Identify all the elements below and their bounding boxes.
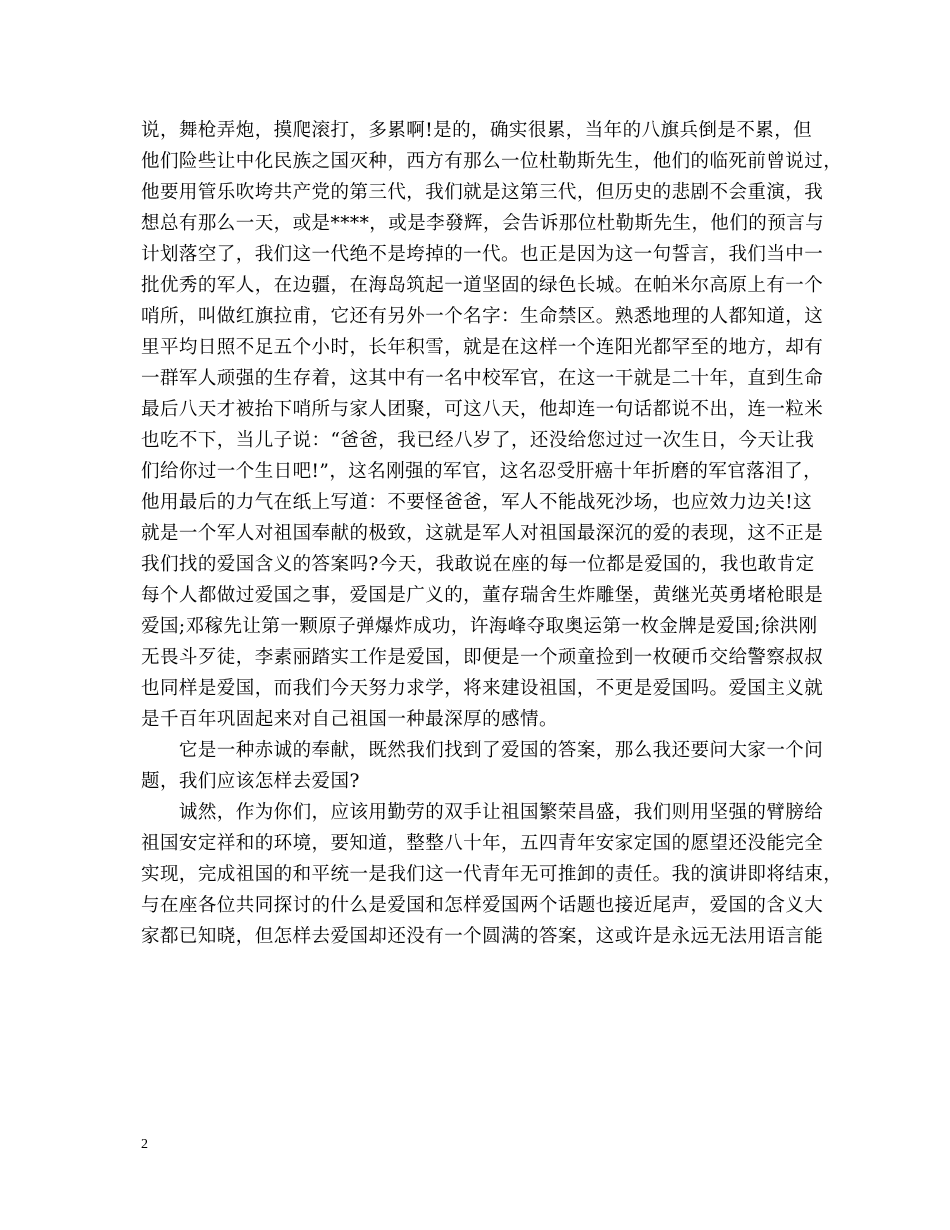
text-line: 它是一种赤诚的奉献，既然我们找到了爱国的答案，那么我还要问大家一个问 <box>141 740 824 761</box>
text-line: 哨所，叫做红旗拉甫，它还有另外一个名字：生命禁区。熟悉地理的人都知道，这 <box>141 306 824 327</box>
text-line: 说，舞枪弄炮，摸爬滚打，多累啊!是的，确实很累，当年的八旗兵倒是不累，但 <box>141 120 813 141</box>
text-line: 每个人都做过爱国之事，爱国是广义的，董存瑞舍生炸雕堡，黄继光英勇堵枪眼是 <box>141 585 824 606</box>
text-line: 也吃不下，当儿子说：“爸爸，我已经八岁了，还没给您过过一次生日，今天让我 <box>141 430 815 451</box>
text-line: 无畏斗歹徒，李素丽踏实工作是爱国，即便是一个顽童捡到一枚硬币交给警察叔叔 <box>141 647 824 668</box>
page-number: 2 <box>141 1137 148 1152</box>
text-line: 他要用管乐吹垮共产党的第三代，我们就是这第三代，但历史的悲剧不会重演，我 <box>141 182 824 203</box>
text-line: 家都已知晓，但怎样去爱国却还没有一个圆满的答案，这或许是永远无法用语言能 <box>141 926 824 947</box>
body-text <box>141 115 843 952</box>
text-line: 们给你过一个生日吧!”，这名刚强的军官，这名忍受肝癌十年折磨的军官落泪了， <box>141 461 823 482</box>
text-line: 里平均日照不足五个小时，长年积雪，就是在这样一个连阳光都罕至的地方，却有 <box>141 337 824 358</box>
text-line: 计划落空了，我们这一代绝不是垮掉的一代。也正是因为这一句誓言，我们当中一 <box>141 244 824 265</box>
text-line: 他用最后的力气在纸上写道：不要怪爸爸，军人不能战死沙场，也应效力边关!这 <box>141 492 813 513</box>
text-line: 一群军人顽强的生存着，这其中有一名中校军官，在这一干就是二十年，直到生命 <box>141 368 824 389</box>
text-line: 实现，完成祖国的和平统一是我们这一代青年无可推卸的责任。我的演讲即将结束， <box>141 864 843 885</box>
text-line: 也同样是爱国，而我们今天努力求学，将来建设祖国，不更是爱国吗。爱国主义就 <box>141 678 824 699</box>
text-line: 题，我们应该怎样去爱国? <box>141 771 360 792</box>
text-line: 就是一个军人对祖国奉献的极致，这就是军人对祖国最深沉的爱的表现，这不正是 <box>141 523 824 544</box>
text-line: 诚然，作为你们，应该用勤劳的双手让祖国繁荣昌盛，我们则用坚强的臂膀给 <box>141 802 824 823</box>
text-line: 祖国安定祥和的环境，要知道，整整八十年，五四青年安家定国的愿望还没能完全 <box>141 833 824 854</box>
text-line: 爱国;邓稼先让第一颗原子弹爆炸成功，许海峰夺取奥运第一枚金牌是爱国;徐洪刚 <box>141 616 818 637</box>
text-line: 与在座各位共同探讨的什么是爱国和怎样爱国两个话题也接近尾声，爱国的含义大 <box>141 895 824 916</box>
text-line: 批优秀的军人，在边疆，在海岛筑起一道坚固的绿色长城。在帕米尔高原上有一个 <box>141 275 824 296</box>
text-line: 他们险些让中化民族之国灭种，西方有那么一位杜勒斯先生，他们的临死前曾说过， <box>141 151 843 172</box>
text-line: 最后八天才被抬下哨所与家人团聚，可这八天，他却连一句话都说不出，连一粒米 <box>141 399 824 420</box>
text-line: 我们找的爱国含义的答案吗?今天，我敢说在座的每一位都是爱国的，我也敢肯定 <box>141 554 815 575</box>
text-line: 想总有那么一天，或是****，或是李發辉，会告诉那位杜勒斯先生，他们的预言与 <box>141 213 825 234</box>
text-line: 是千百年巩固起来对自己祖国一种最深厚的感情。 <box>141 709 558 730</box>
